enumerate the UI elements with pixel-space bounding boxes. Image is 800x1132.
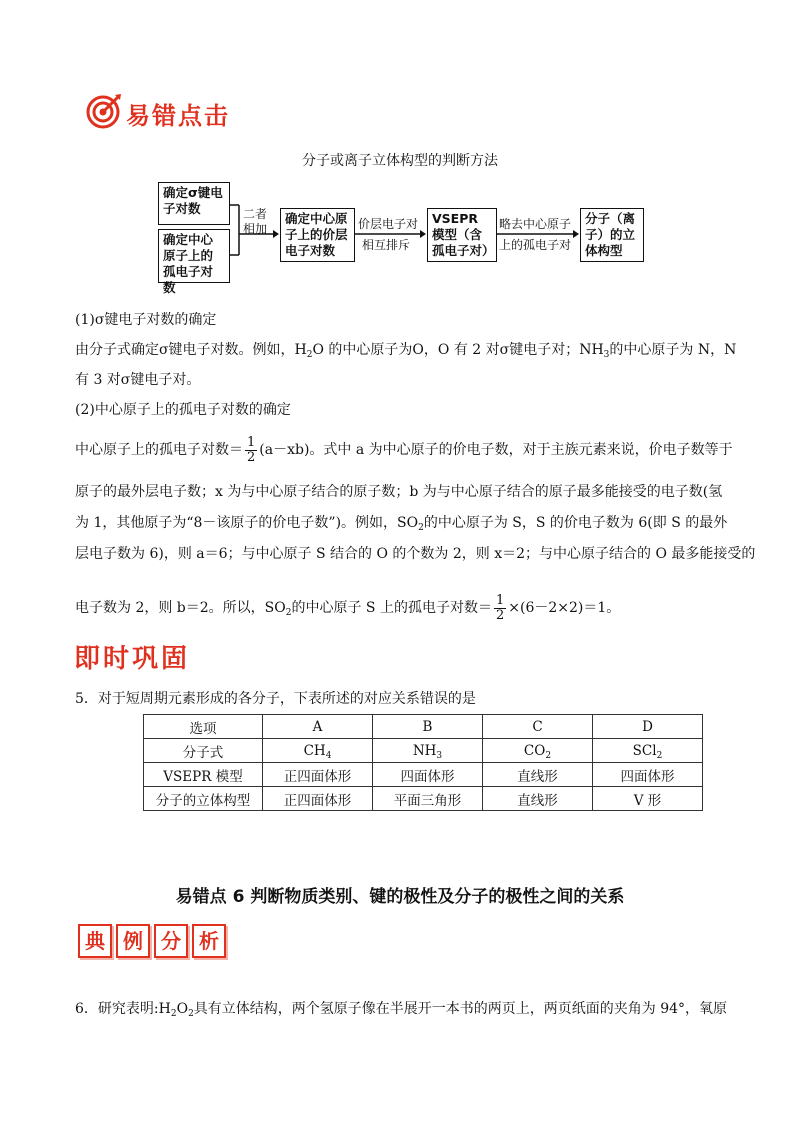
section-title-error-point-6: 易错点 6 判断物质类别、键的极性及分子的极性之间的关系 xyxy=(175,887,625,907)
p1-heading: (1)σ键电子对数的确定 xyxy=(75,312,217,328)
label-repel-bottom: 相互排斥 xyxy=(362,238,411,252)
diagram-title: 分子或离子立体构型的判断方法 xyxy=(302,153,498,169)
table-row: VSEPR 模型 正四面体形 四面体形 直线形 四面体形 xyxy=(144,763,703,787)
p2-line5: 电子数为 2，则 b＝2。所以，$SO_2$的中心原子 S 上的孤电子对数＝ $\frac{1}{2}$ ×(6－2×2)＝1。 xyxy=(75,592,621,623)
section-badge-example-analysis xyxy=(78,924,230,958)
label-add: 二者相加 xyxy=(243,207,268,236)
section-badge-consolidation: 即时巩固 xyxy=(74,644,191,674)
label-repel-top: 价层电子对 xyxy=(358,217,419,231)
tile-2: 例 xyxy=(116,924,150,958)
box-lone-pairs: 确定中心原子上的孤电子对数 xyxy=(158,229,230,283)
options-table xyxy=(143,714,703,811)
question-5: 5．对于短周期元素形成的各分子，下表所述的对应关系错误的是 xyxy=(75,691,476,707)
table-row: 选项 A B C D xyxy=(144,715,703,739)
tile-1: 典 xyxy=(78,924,112,958)
fraction-half-2: $\frac{1}{2}$ xyxy=(495,592,505,623)
p2-heading: (2)中心原子上的孤电子对数的确定 xyxy=(75,402,291,418)
p2-line4: 层电子数为 6)，则 a＝6；与中心原子 S 结合的 O 的个数为 2，则 x＝2；与中心原子结合的 O 最多能接受的 xyxy=(75,546,756,562)
table-row: 分子式 $CH_4$ $NH_3$ $CO_2$ SCl$_2$ xyxy=(144,739,703,763)
p2-line2: 原子的最外层电子数；x 为与中心原子结合的原子数；b 为与中心原子结合的原子最多能接受的电子数(氢 xyxy=(75,484,723,500)
box-vsepr-model: VSEPR 模型（含孤电子对） xyxy=(427,208,497,262)
p2-line1: 中心原子上的孤电子对数＝ $\frac{1}{2}$ (a－xb)。式中 a 为中心原子的价电子数，对于主族元素来说，价电子数等于 xyxy=(75,434,733,465)
tile-3: 分 xyxy=(154,924,188,958)
badge-label: 易错点击 xyxy=(126,102,230,130)
p1-line2: 有 3 对σ键电子对。 xyxy=(75,372,201,388)
diagram-connectors xyxy=(0,0,800,300)
tile-4: 析 xyxy=(192,924,226,958)
question-6: 6．研究表明$:H_2O_2$具有立体结构，两个氢原子像在半展开一本书的两页上，两页纸面的夹角为 94°，氧原 xyxy=(75,1001,728,1019)
p1-line1: 由分子式确定σ键电子对数。例如，$H_2O$ 的中心原子为O，O 有 2 对σ键电子对；$NH_3$的中心原子为 N，N xyxy=(75,342,737,360)
fraction-half: $\frac{1}{2}$ xyxy=(247,434,256,465)
box-result-shape: 分子（离子）的立体构型 xyxy=(580,208,644,262)
box-sigma-pairs: 确定σ键电子对数 xyxy=(158,182,230,225)
table-row: 分子的立体构型 正四面体形 平面三角形 直线形 V 形 xyxy=(144,787,703,811)
p2-line3: 为 1，其他原子为“8－该原子的价电子数”)。例如，$SO_2$的中心原子为 S，S 的价电子数为 6(即 S 的最外 xyxy=(75,515,728,533)
label-remove-top: 略去中心原子 xyxy=(499,217,572,231)
box-valence-pairs: 确定中心原子上的价层电子对数 xyxy=(280,208,355,262)
label-remove-bottom: 上的孤电子对 xyxy=(499,238,572,252)
